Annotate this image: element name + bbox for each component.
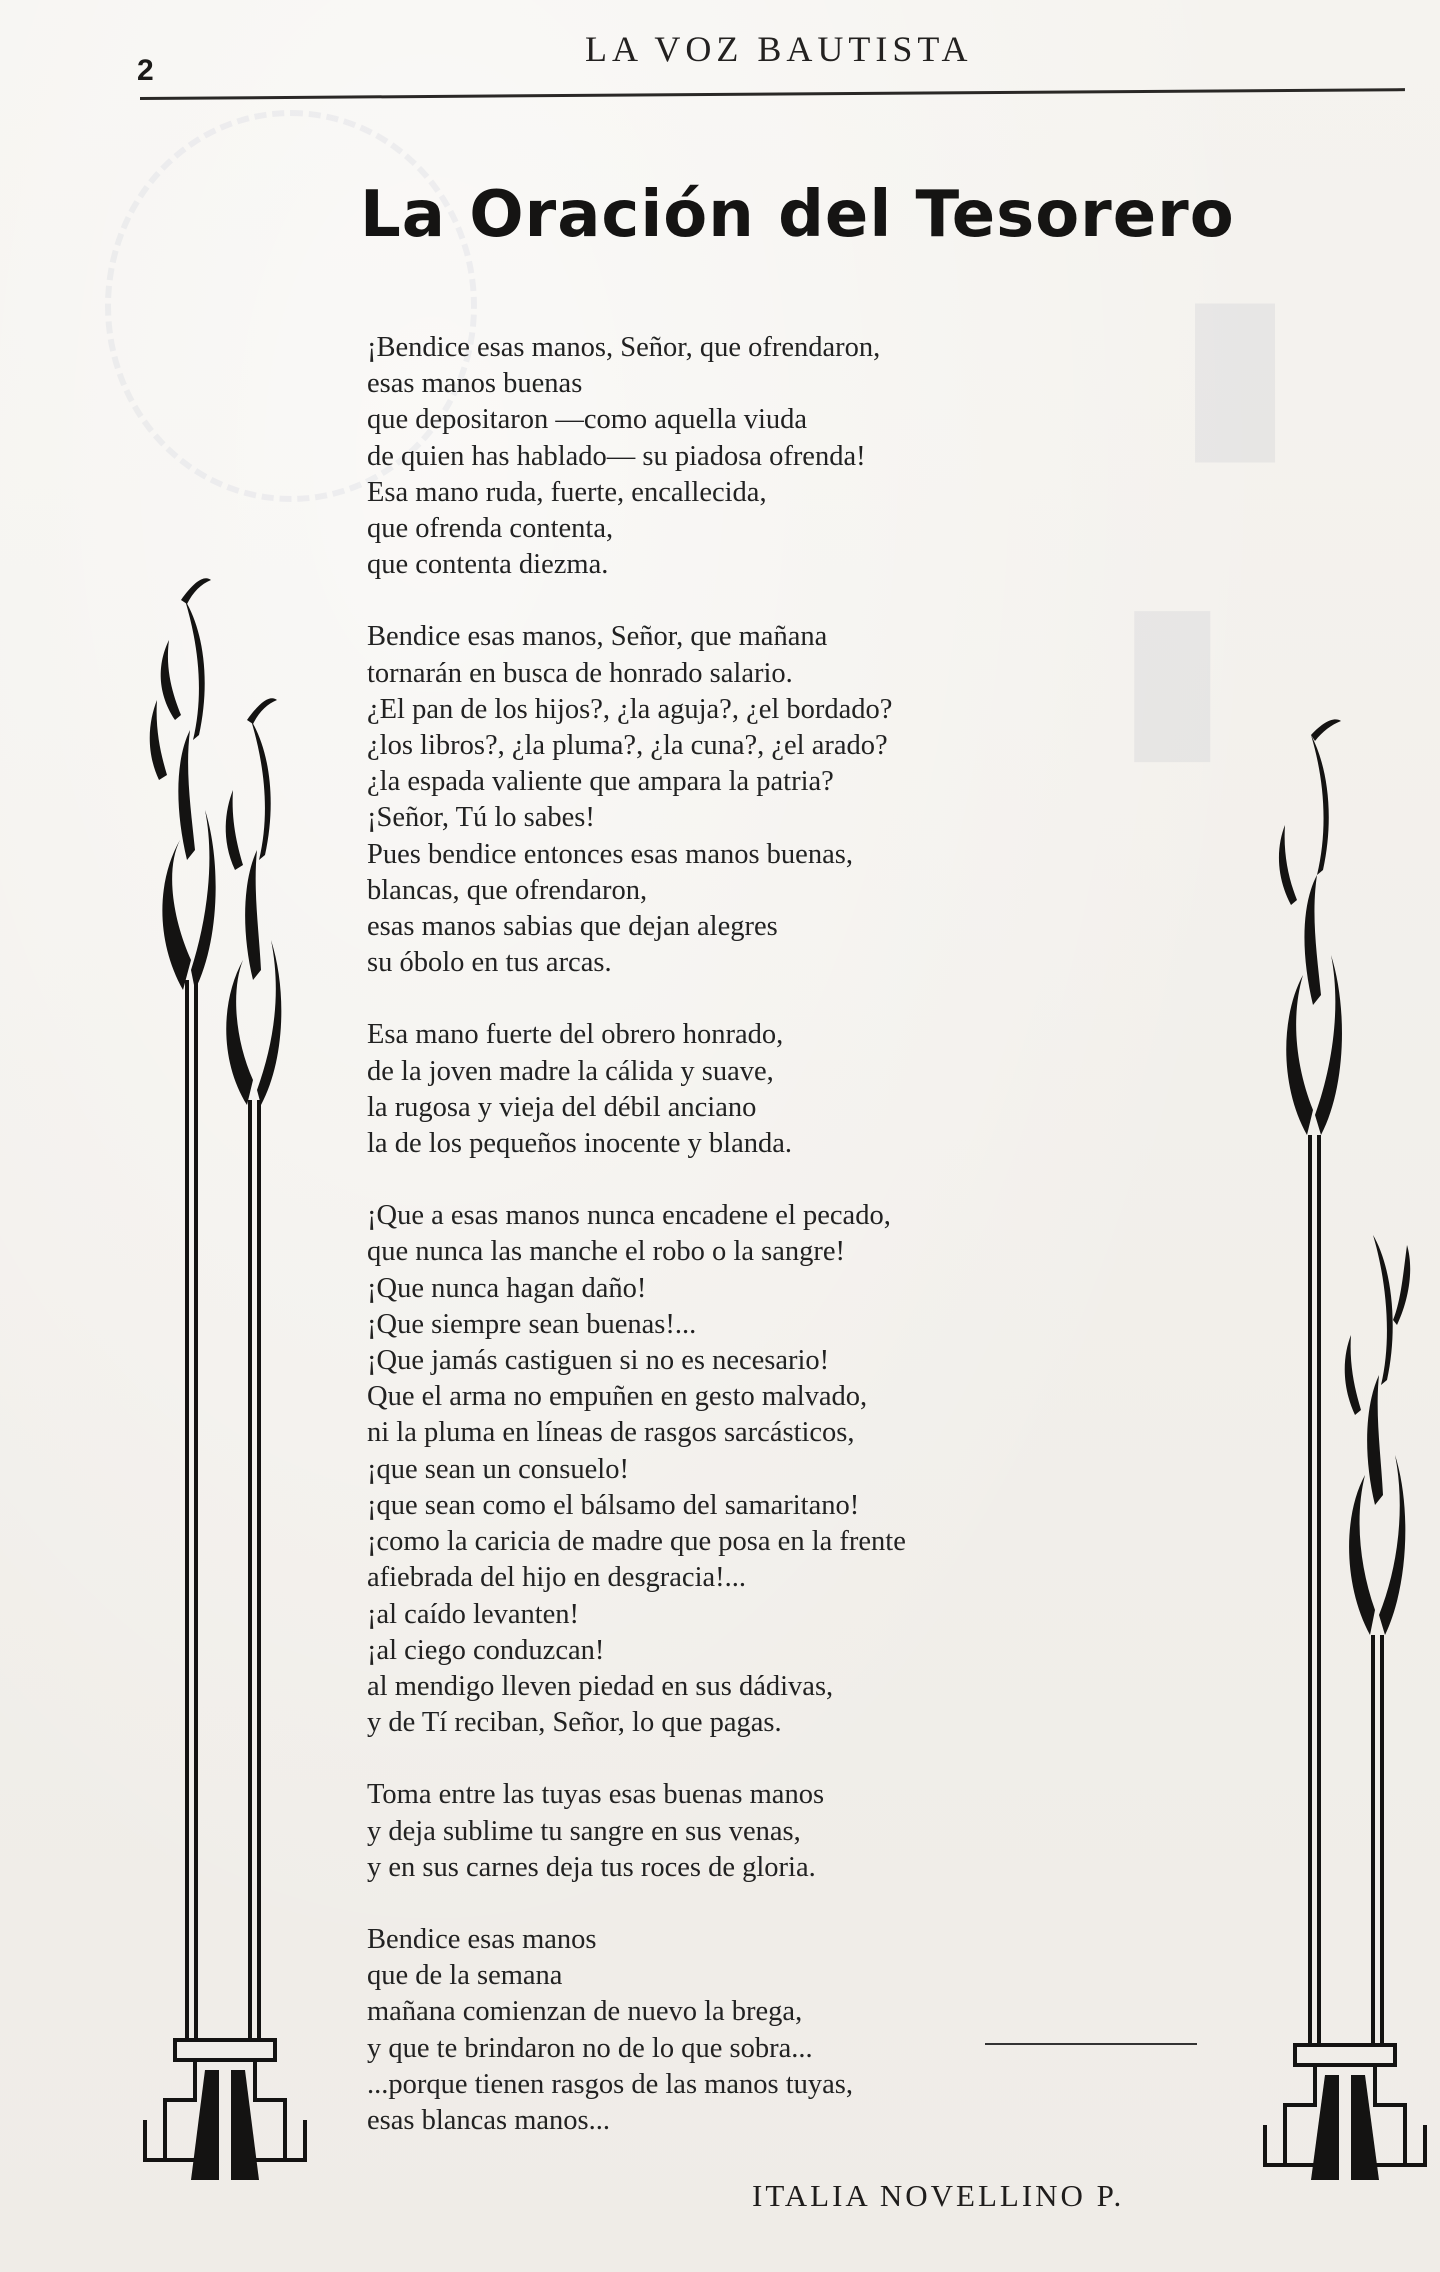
closing-lines <box>367 2067 853 2139</box>
poem-line: Bendice esas manos <box>367 1923 597 1955</box>
poem-line: esas manos sabias que dejan alegres <box>367 911 778 943</box>
poem-line: blancas, que ofrendaron, <box>367 874 648 906</box>
poem-line: y de Tí reciban, Señor, lo que pagas. <box>367 1707 782 1739</box>
bleed-through-glyph: ▮ <box>1180 255 1291 478</box>
poem-line: ¡Que jamás castiguen si no es necesario! <box>367 1345 830 1377</box>
poem-line: ¡Que siempre sean buenas!... <box>367 1308 697 1340</box>
poem-line: ¡Que a esas manos nunca encadene el pecado, <box>367 1200 891 1232</box>
poem-line: Pues bendice entonces esas manos buenas, <box>367 838 853 870</box>
stanza <box>367 1922 1127 2067</box>
poem-line: ...porque tienen rasgos de las manos tuyas, <box>367 2069 853 2100</box>
poem-line: que de la semana <box>367 1960 563 1992</box>
poem-line: ¡Señor, Tú lo sabes! <box>367 802 595 834</box>
poem-line: ¡como la caricia de madre que posa en la frente <box>367 1526 906 1558</box>
poem-line: ¡al ciego conduzcan! <box>367 1634 605 1666</box>
bleed-through-glyph: ▮ <box>1120 565 1225 777</box>
poem-line: Bendice esas manos, Señor, que mañana <box>367 621 828 653</box>
poem-line: afiebrada del hijo en desgracia!... <box>367 1562 747 1594</box>
poem-line: que ofrenda contenta, <box>367 513 614 545</box>
poem-line: ni la pluma en líneas de rasgos sarcásticos, <box>367 1417 855 1449</box>
poem-line: ¡Bendice esas manos, Señor, que ofrendaron, <box>367 332 881 363</box>
poem-line: ¿los libros?, ¿la pluma?, ¿la cuna?, ¿el arado? <box>367 730 888 762</box>
stanza <box>367 1777 1127 1886</box>
poem-line: la de los pequeños inocente y blanda. <box>367 1128 792 1160</box>
poem-line: y que te brindaron no de lo que sobra... <box>367 2032 813 2064</box>
author-signature: ITALIA NOVELLINO P. <box>752 2178 1125 2213</box>
poem-line: y en sus carnes deja tus roces de gloria. <box>367 1851 816 1883</box>
poem-line: ¡que sean un consuelo! <box>367 1453 629 1485</box>
tulip-ornament-right-icon <box>1255 715 1430 2185</box>
poem-line: esas manos buenas <box>367 368 583 400</box>
poem-line: que depositaron —como aquella viuda <box>367 404 808 436</box>
stanza <box>367 330 1127 583</box>
poem-line: Que el arma no empuñen en gesto malvado, <box>367 1381 868 1413</box>
poem-line: mañana comienzan de nuevo la brega, <box>367 1996 803 2028</box>
stanza <box>367 1017 1127 1162</box>
publication-name: LA VOZ BAUTISTA <box>585 29 973 69</box>
poem-line: que contenta diezma. <box>367 549 609 581</box>
poem-line: ¡que sean como el bálsamo del samaritano! <box>367 1489 860 1521</box>
poem-line: ¿El pan de los hijos?, ¿la aguja?, ¿el bordado? <box>367 693 893 725</box>
poem-line: esas blancas manos... <box>367 2105 610 2137</box>
poem-line: de la joven madre la cálida y suave, <box>367 1055 774 1087</box>
stanza <box>367 1198 1127 1741</box>
tulip-ornament-left-icon <box>135 560 310 2185</box>
poem-line: que nunca las manche el robo o la sangre! <box>367 1236 845 1268</box>
poem-body <box>367 330 1127 2103</box>
poem-line: y deja sublime tu sangre en sus venas, <box>367 1815 801 1847</box>
poem-line: de quien has hablado— su piadosa ofrenda! <box>367 440 866 472</box>
header-rule <box>140 88 1405 100</box>
poem-line: Esa mano ruda, fuerte, encallecida, <box>367 476 767 508</box>
poem-line: ¡al caído levanten! <box>367 1598 580 1630</box>
poem-line: tornarán en busca de honrado salario. <box>367 657 793 689</box>
closing-rule <box>985 2043 1197 2045</box>
stanza <box>367 619 1127 981</box>
poem-line: su óbolo en tus arcas. <box>367 947 612 979</box>
page-number: 2 <box>137 54 154 87</box>
poem-line: la rugosa y vieja del débil anciano <box>367 1091 757 1123</box>
poem-line: ¡Que nunca hagan daño! <box>367 1272 647 1304</box>
article-title: La Oración del Tesorero <box>360 178 1235 252</box>
poem-line: Toma entre las tuyas esas buenas manos <box>367 1779 825 1811</box>
poem-line: al mendigo lleven piedad en sus dádivas, <box>367 1670 834 1702</box>
poem-line: Esa mano fuerte del obrero honrado, <box>367 1019 784 1051</box>
poem-line: ¿la espada valiente que ampara la patria? <box>367 766 834 798</box>
